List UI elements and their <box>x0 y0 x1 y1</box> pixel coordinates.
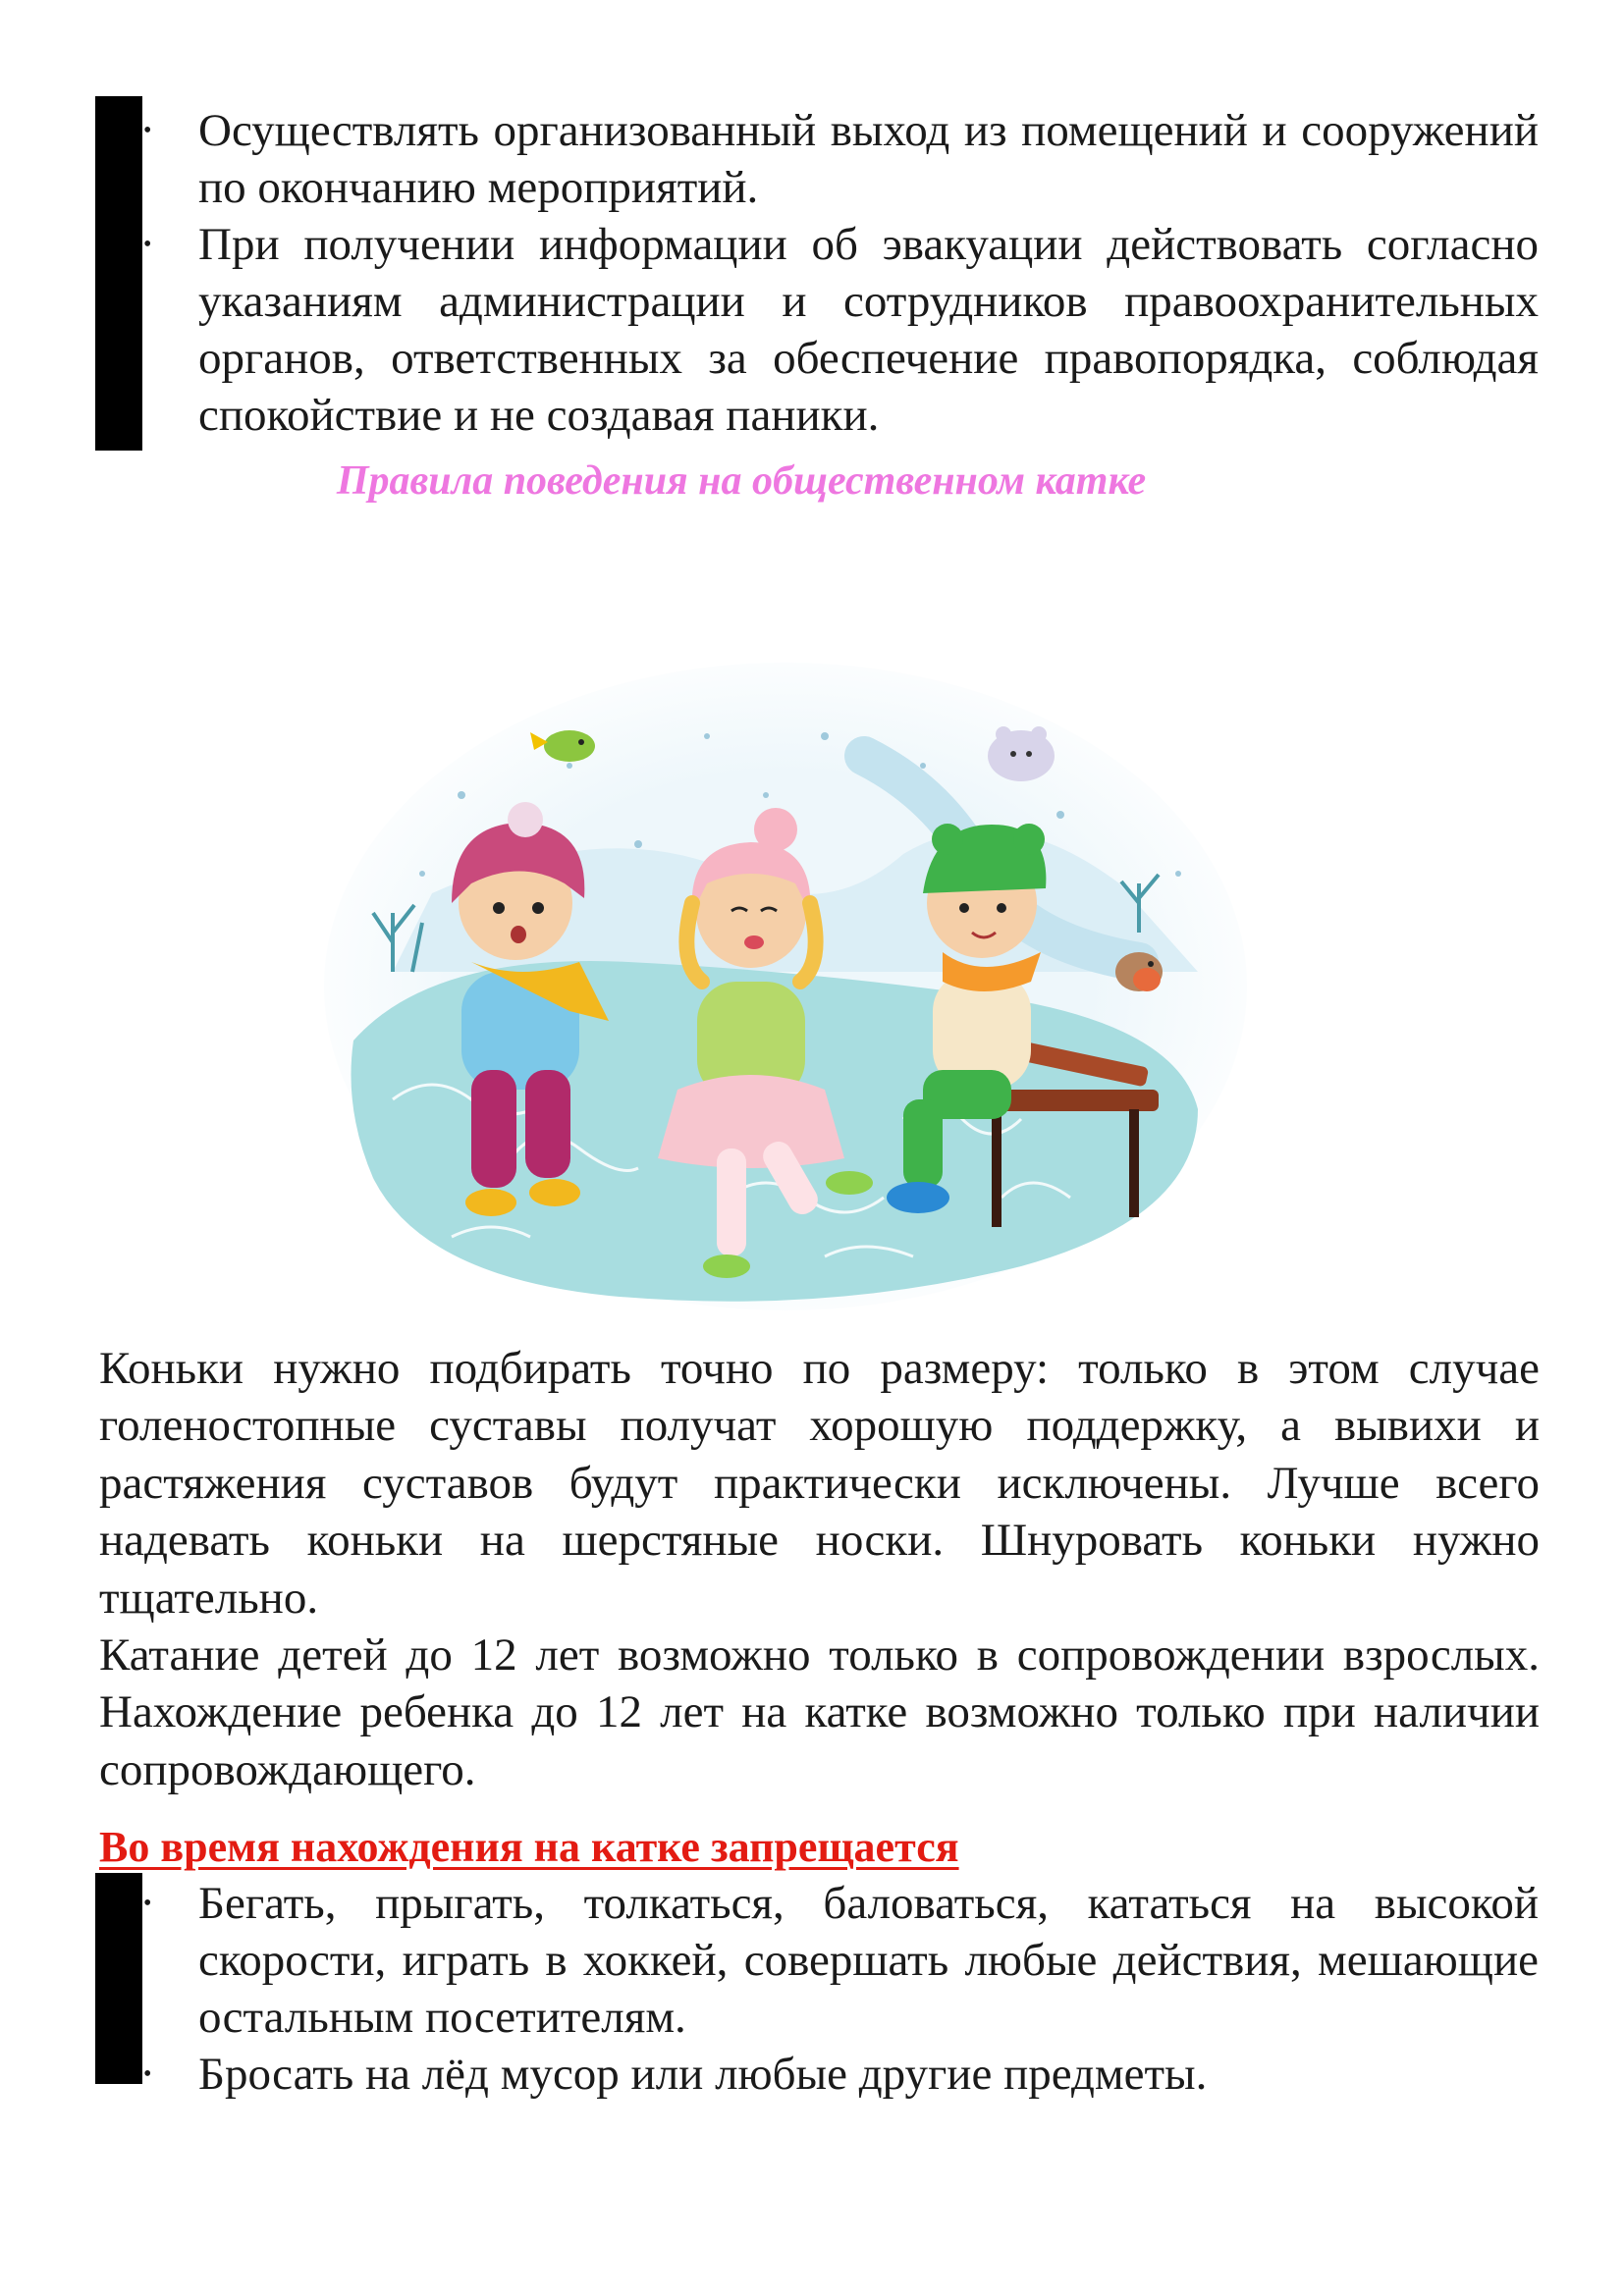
prohibited-heading: Во время нахождения на катке запрещается <box>99 1823 959 1871</box>
list-item: • Бросать на лёд мусор или любые другие предметы. <box>137 2046 1539 2103</box>
bear <box>988 726 1055 781</box>
section-title: Правила поведения на общественном катке <box>336 458 1147 504</box>
robin <box>1115 952 1163 991</box>
skating-children-illustration <box>314 648 1257 1325</box>
evacuation-rules-list <box>137 102 1539 444</box>
list-item: • Бегать, прыгать, толкаться, баловаться, кататься на высокой скорости, играть в хоккей, совершать любые действия, мешающие остальным посетителям. <box>137 1875 1539 2046</box>
margin-bar-bottom <box>95 1873 142 2084</box>
skating-advice <box>99 1340 1540 1798</box>
paragraph-children: Катание детей до 12 лет возможно только в сопровождении взрослых. Нахождение ребенка до 12 лет на катке возможно только при наличии сопровождающего. <box>99 1629 1540 1795</box>
prohibited-list <box>137 1875 1539 2103</box>
margin-bar-top <box>95 96 142 451</box>
list-item: • Осуществлять организованный выход из помещений и сооружений по окончанию мероприятий. <box>137 102 1539 216</box>
list-item: • При получении информации об эвакуации действовать согласно указаниям администрации и сотрудников правоохранительных органов, ответственных за обеспечение правопорядка, соблюдая спокойствие и не создавая паники. <box>137 216 1539 444</box>
paragraph-skates: Коньки нужно подбирать точно по размеру: только в этом случае голеностопные суставы получат хорошую поддержку, а вывихи и растяжения суставов будут практически исключены. Лучше всего надевать коньки на шерстяные носки. Шнуровать коньки нужно тщательно. <box>99 1343 1540 1624</box>
